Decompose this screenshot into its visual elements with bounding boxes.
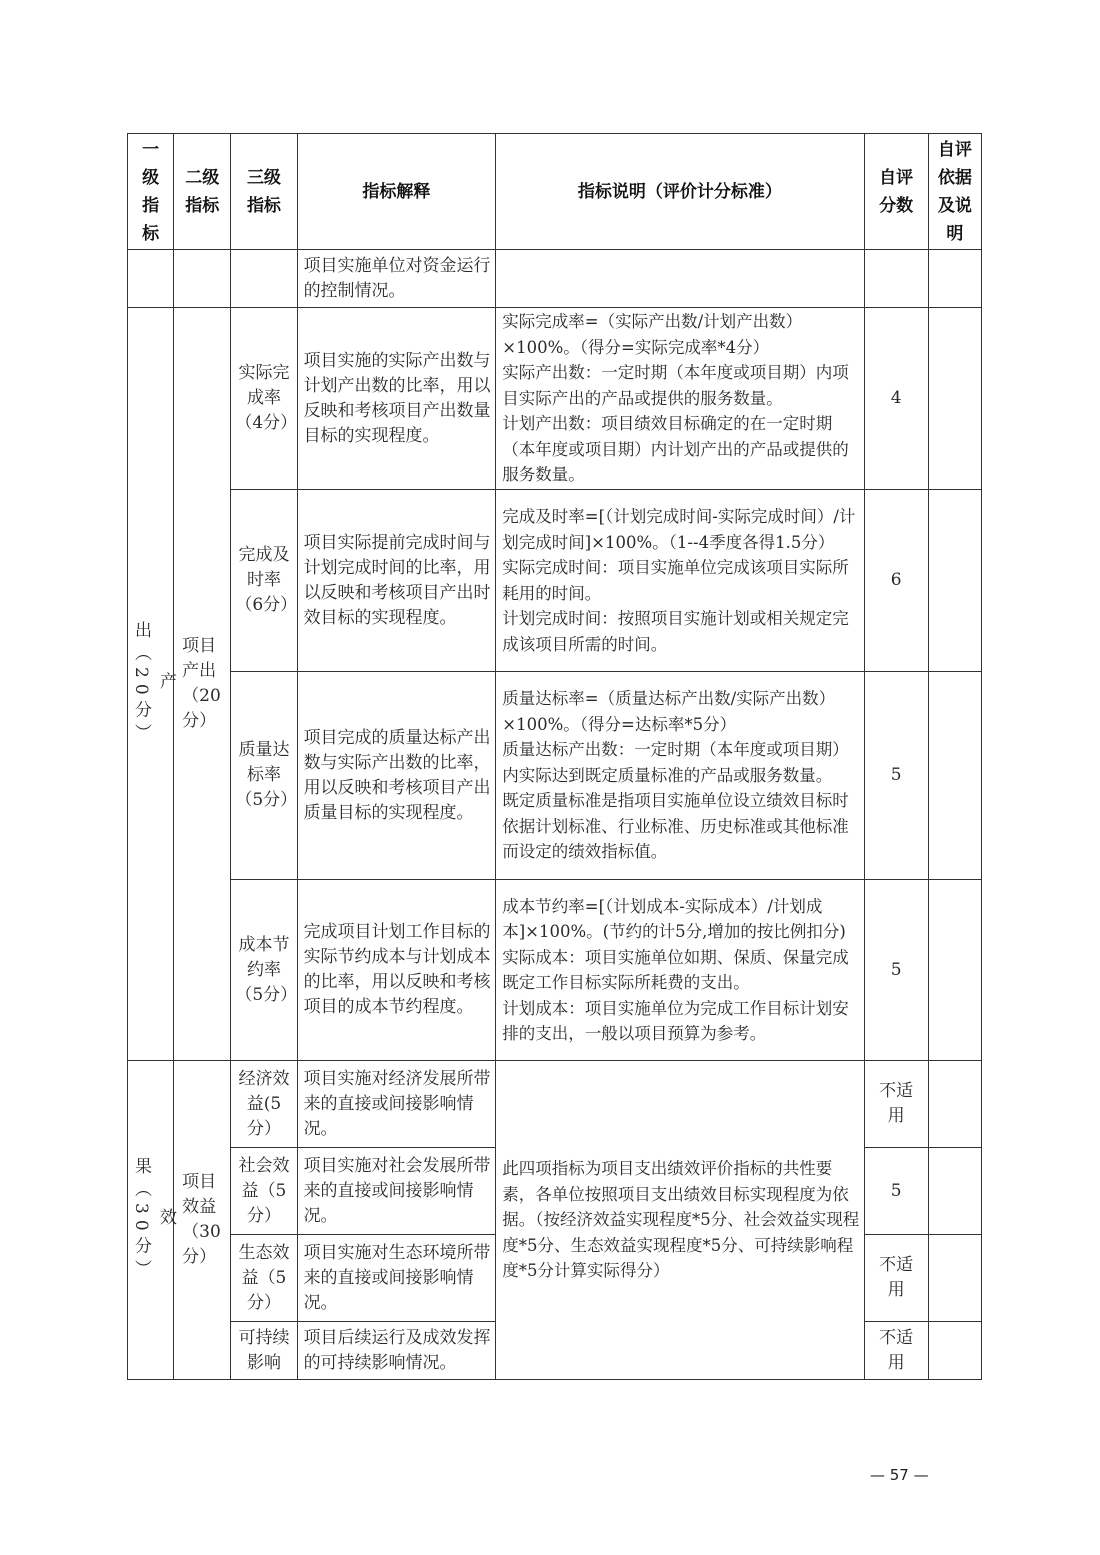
score-cell: 5: [864, 1148, 928, 1235]
table-row: [128, 308, 982, 490]
level3-cell: 实际完成率（4分）: [231, 308, 297, 490]
level3-cell: 可持续影响: [231, 1322, 297, 1380]
score-cell: [864, 250, 928, 308]
score-cell: 不适用: [864, 1235, 928, 1322]
description-cell: [496, 250, 864, 308]
header-basis: 自评依据及说明: [928, 134, 981, 250]
level1-label: 效 果（30分）: [131, 1157, 176, 1283]
basis-cell: [928, 1061, 981, 1148]
header-level1: 一级指标: [128, 134, 174, 250]
header-description: 指标说明（评价计分标准）: [496, 134, 864, 250]
header-score: 自评分数: [864, 134, 928, 250]
explanation-cell: 完成项目计划工作目标的实际节约成本与计划成本的比率，用以反映和考核项目的成本节约程度。: [297, 880, 496, 1061]
cell-empty: [128, 250, 174, 308]
score-cell: 6: [864, 490, 928, 672]
level1-cell-effect: [128, 1061, 174, 1380]
score-cell: 4: [864, 308, 928, 490]
explanation-cell: 项目完成的质量达标产出数与实际产出数的比率，用以反映和考核项目产出质量目标的实现程度。: [297, 672, 496, 880]
cell-empty: [174, 250, 231, 308]
shared-description-cell: 此四项指标为项目支出绩效评价指标的共性要素，各单位按照项目支出绩效目标实现程度为依据。（按经济效益实现程度*5分、社会效益实现程度*5分、生态效益实现程度*5分、可持续影响程度*5分计算实际得分）: [496, 1061, 864, 1380]
explanation-cell: 项目实施对经济发展所带来的直接或间接影响情况。: [297, 1061, 496, 1148]
explanation-cell: 项目实际提前完成时间与计划完成时间的比率，用以反映和考核项目产出时效目标的实现程度。: [297, 490, 496, 672]
table-row: [128, 1061, 982, 1148]
explanation-cell: 项目实施对生态环境所带来的直接或间接影响情况。: [297, 1235, 496, 1322]
level3-cell: 经济效益(5分）: [231, 1061, 297, 1148]
table-row: [128, 490, 982, 672]
level3-cell: 社会效益（5分）: [231, 1148, 297, 1235]
cell-empty: [231, 250, 297, 308]
carryover-row: [128, 250, 982, 308]
header-level3: 三级指标: [231, 134, 297, 250]
explanation-cell: 项目实施单位对资金运行的控制情况。: [297, 250, 496, 308]
basis-cell: [928, 672, 981, 880]
basis-cell: [928, 1235, 981, 1322]
description-cell: 完成及时率=[（计划完成时间-实际完成时间）/计划完成时间]×100%。（1--4季度各得1.5分） 实际完成时间：项目实施单位完成该项目实际所耗用的时间。 计划完成时间：按照项目实施计划或相关规定完成该项目所需的时间。: [496, 490, 864, 672]
basis-cell: [928, 1148, 981, 1235]
basis-cell: [928, 308, 981, 490]
level1-label: 产 出（20分）: [131, 621, 176, 747]
header-explanation: 指标解释: [297, 134, 496, 250]
level3-cell: 质量达标率（5分）: [231, 672, 297, 880]
explanation-cell: 项目后续运行及成效发挥的可持续影响情况。: [297, 1322, 496, 1380]
basis-cell: [928, 1322, 981, 1380]
score-cell: 不适用: [864, 1061, 928, 1148]
score-cell: 5: [864, 880, 928, 1061]
basis-cell: [928, 250, 981, 308]
evaluation-table: [127, 133, 982, 1380]
explanation-cell: 项目实施的实际产出数与计划产出数的比率，用以反映和考核项目产出数量目标的实现程度。: [297, 308, 496, 490]
description-cell: 质量达标率=（质量达标产出数/实际产出数）×100%。（得分=达标率*5分） 质量达标产出数：一定时期（本年度或项目期）内实际达到既定质量标准的产品或服务数量。 既定质量标准是指项目实施单位设立绩效目标时依据计划标准、行业标准、历史标准或其他标准而设定的绩效指标值。: [496, 672, 864, 880]
table-row: [128, 880, 982, 1061]
table-row: [128, 672, 982, 880]
explanation-cell: 项目实施对社会发展所带来的直接或间接影响情况。: [297, 1148, 496, 1235]
score-cell: 不适用: [864, 1322, 928, 1380]
level2-cell-effect: 项目效益（30分）: [174, 1061, 231, 1380]
level2-cell-output: 项目产出（20分）: [174, 308, 231, 1061]
page-number: — 57 —: [870, 1466, 929, 1484]
header-level2: 二级指标: [174, 134, 231, 250]
level3-cell: 成本节约率（5分）: [231, 880, 297, 1061]
score-cell: 5: [864, 672, 928, 880]
header-row: [128, 134, 982, 250]
description-cell: 实际完成率=（实际产出数/计划产出数）×100%。（得分=实际完成率*4分） 实际产出数：一定时期（本年度或项目期）内项目实际产出的产品或提供的服务数量。 计划产出数：项目绩效目标确定的在一定时期（本年度或项目期）内计划产出的产品或提供的服务数量。: [496, 308, 864, 490]
basis-cell: [928, 490, 981, 672]
level3-cell: 完成及时率（6分）: [231, 490, 297, 672]
basis-cell: [928, 880, 981, 1061]
level3-cell: 生态效益（5分）: [231, 1235, 297, 1322]
description-cell: 成本节约率=[（计划成本-实际成本）/计划成本]×100%。(节约的计5分,增加的按比例扣分) 实际成本：项目实施单位如期、保质、保量完成既定工作目标实际所耗费的支出。 计划成本：项目实施单位为完成工作目标计划安排的支出，一般以项目预算为参考。: [496, 880, 864, 1061]
level1-cell-output: [128, 308, 174, 1061]
